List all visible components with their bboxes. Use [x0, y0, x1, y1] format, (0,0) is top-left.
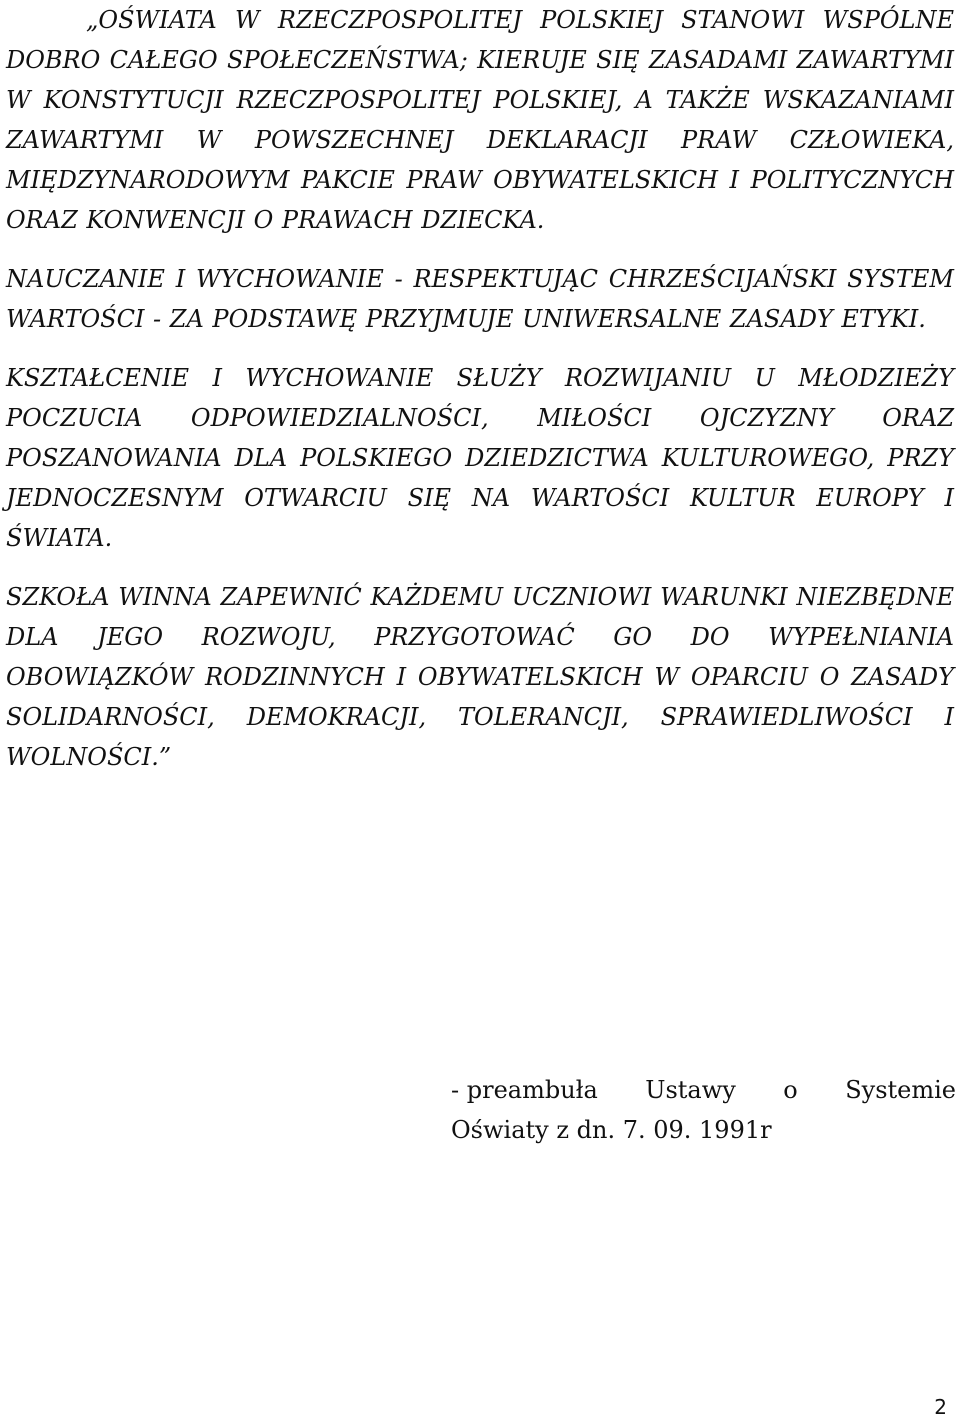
paragraph-gap [6, 240, 954, 259]
page-number: 2 [934, 1395, 947, 1419]
paragraph-gap [6, 558, 954, 577]
paragraph-2: NAUCZANIE I WYCHOWANIE - RESPEKTUJĄC CHRZEŚCIJAŃSKI SYSTEM WARTOŚCI - ZA PODSTAWĘ PRZYJMUJE UNIWERSALNE ZASADY ETYKI. [6, 265, 954, 333]
source-word: Systemie [845, 1076, 956, 1104]
preamble-quote [6, 0, 954, 777]
paragraph-3: KSZTAŁCENIE I WYCHOWANIE SŁUŻY ROZWIJANIU U MŁODZIEŻY POCZUCIA ODPOWIEDZIALNOŚCI, MIŁOŚCI OJCZYZNY ORAZ POSZANOWANIA DLA POLSKIEGO DZIEDZICTWA KULTUROWEGO, PRZY JEDNOCZESNYM OTWARCIU SIĘ NA WARTOŚCI KULTUR EUROPY I ŚWIATA. [6, 364, 954, 552]
source-citation-line-1 [451, 1070, 956, 1110]
source-word: Ustawy [645, 1076, 736, 1104]
source-word: o [783, 1076, 798, 1104]
source-word: - preambuła [451, 1076, 598, 1104]
paragraph-4: SZKOŁA WINNA ZAPEWNIĆ KAŻDEMU UCZNIOWI WARUNKI NIEZBĘDNE DLA JEGO ROZWOJU, PRZYGOTOWAĆ GO DO WYPEŁNIANIA OBOWIĄZKÓW RODZINNYCH I OBYWATELSKICH W OPARCIU O ZASADY SOLIDARNOŚCI, DEMOKRACJI, TOLERANCJI, SPRAWIEDLIWOŚCI I WOLNOŚCI.” [6, 583, 954, 771]
paragraph-gap [6, 339, 954, 358]
document-page [6, 0, 954, 1420]
source-citation [451, 1070, 956, 1150]
paragraph-1: „OŚWIATA W RZECZPOSPOLITEJ POLSKIEJ STANOWI WSPÓLNE DOBRO CAŁEGO SPOŁECZEŃSTWA; KIERUJE SIĘ ZASADAMI ZAWARTYMI W KONSTYTUCJI RZECZPOSPOLITEJ POLSKIEJ, A TAKŻE WSKAZANIAMI ZAWARTYMI W POWSZECHNEJ DEKLARACJI PRAW CZŁOWIEKA, MIĘDZYNARODOWYM PAKCIE PRAW OBYWATELSKICH I POLITYCZNYCH ORAZ KONWENCJI O PRAWACH DZIECKA. [6, 6, 954, 234]
source-citation-line-2: Oświaty z dn. 7. 09. 1991r [451, 1116, 772, 1144]
